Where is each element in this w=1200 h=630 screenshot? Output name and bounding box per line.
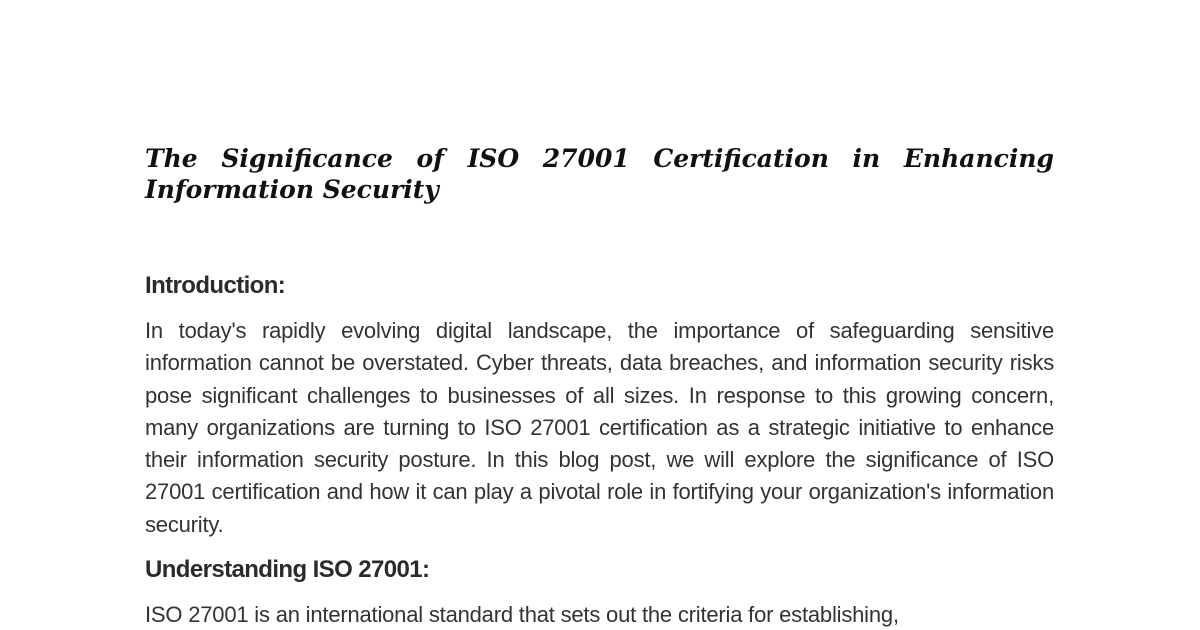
section-heading-understanding-iso-27001: Understanding ISO 27001: xyxy=(145,556,430,584)
paragraph-understanding-iso-27001: ISO 27001 is an international standard that sets out the criteria for establishing, xyxy=(145,602,899,628)
document-title: The Significance of ISO 27001 Certification in Enhancing Information Security xyxy=(145,144,1054,204)
document-content xyxy=(145,143,1054,630)
section-heading-introduction: Introduction: xyxy=(145,272,286,299)
paragraph-introduction: In today's rapidly evolving digital landscape, the importance of safeguarding sensitive information cannot be overstated. Cyber threats, data breaches, and information security risks pose significant challenges to businesses of all sizes. In response to this growing concern, many organizations are turning to ISO 27001 certification as a strategic initiative to enhance their information security posture. In this blog post, we will explore the significance of ISO 27001 certification and how it can play a pivotal role in fortifying your organization's information security. xyxy=(145,318,1054,537)
